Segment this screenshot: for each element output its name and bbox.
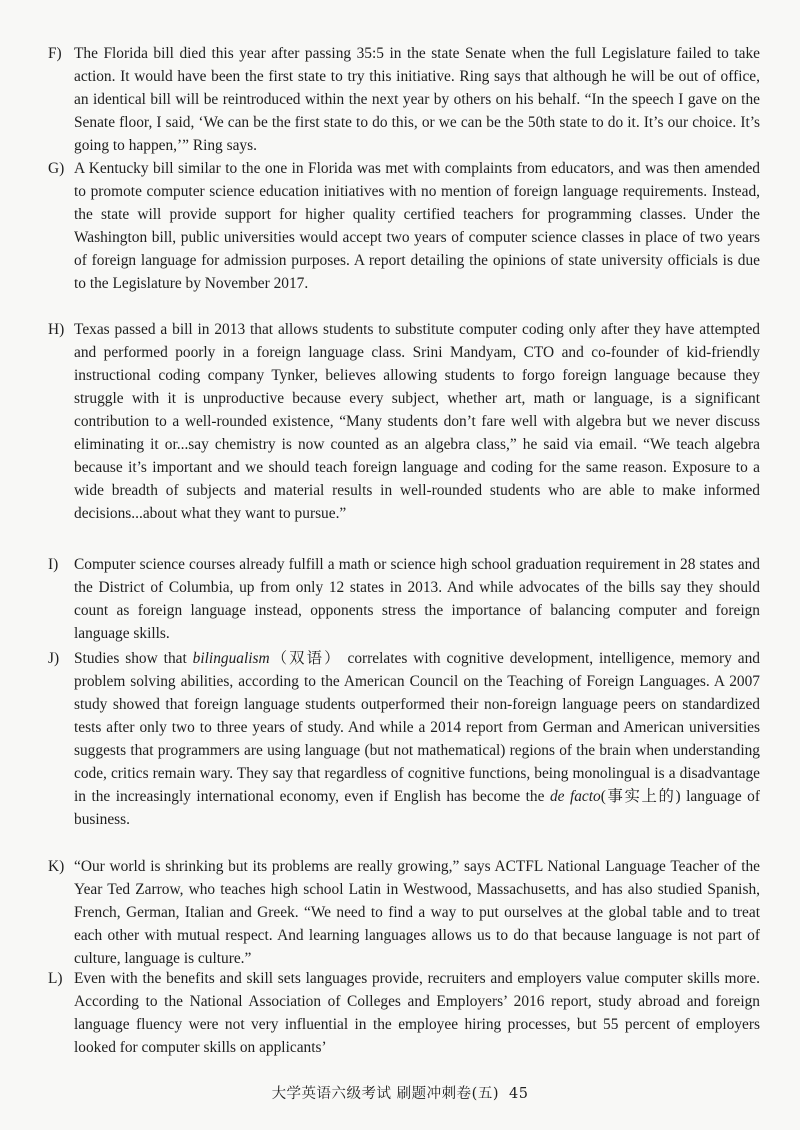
paragraph-text: The Florida bill died this year after passing 35:5 in the state Senate when the full Legislature failed to take action. It would have been the first state to try this initiative. Ring says that although he will be out of office, an identical bill will be reintroduced within the next year by others on his behalf. “In the speech I gave on the Senate floor, I said, ‘We can be the first state to do this, or we can be the 50th state to do it. It’s our choice. It’s going to happen,’” Ring says. <box>74 45 760 154</box>
paragraph-g <box>48 157 760 295</box>
paragraph-label: G) <box>48 160 65 177</box>
paragraph-label: L) <box>48 970 63 987</box>
paragraph-h <box>48 318 760 525</box>
paragraph-k <box>48 855 760 970</box>
paragraph-text <box>74 647 760 831</box>
page-footer <box>0 1082 800 1103</box>
paragraph-l <box>48 967 760 1059</box>
paragraph-label: I) <box>48 556 59 573</box>
footer-title: 大学英语六级考试 刷题冲刺卷(五) <box>271 1086 499 1102</box>
paragraph-text-segment: Studies show that <box>74 650 193 667</box>
paragraph-text: Even with the benefits and skill sets languages provide, recruiters and employers value computer skills more. According to the National Association of Colleges and Employers’ 2016 report, study abroad and foreign language fluency were not very influential in the employee hiring processes, but 55 percent of employers looked for computer skills on applicants’ <box>74 970 760 1056</box>
paragraph-label: H) <box>48 321 65 338</box>
paragraph-label: J) <box>48 650 60 667</box>
paragraph-text: Computer science courses already fulfill a math or science high school graduation requirement in 28 states and the District of Columbia, up from only 12 states in 2013. And while advocates of the bills say they should count as foreign language instead, opponents stress the importance of balancing computer and foreign language skills. <box>74 556 760 642</box>
paragraph-i <box>48 553 760 645</box>
paragraph-j <box>48 647 760 831</box>
paragraph-label: K) <box>48 858 65 875</box>
italic-term: bilingualism <box>192 650 270 667</box>
italic-term: de facto <box>549 788 601 805</box>
paragraph-text: A Kentucky bill similar to the one in Florida was met with complaints from educators, and was then amended to promote computer science education initiatives with no mention of foreign language requirements. Instead, the state will provide support for higher quality certified teachers for programming classes. Under the Washington bill, public universities would accept two years of computer science classes in place of two years of foreign language for admission purposes. A report detailing the opinions of state university officials is due to the Legislature by November 2017. <box>74 160 760 292</box>
paragraph-text: Texas passed a bill in 2013 that allows students to substitute computer coding only after they have attempted and performed poorly in a foreign language class. Srini Mandyam, CTO and co-founder of kid-friendly instructional coding company Tynker, believes allowing students to forgo foreign language because they struggle with it is unproductive because every subject, whether art, math or language, is a significant contribution to a well-rounded existence, “Many students don’t fare well with algebra but we never discuss eliminating it or...say chemistry is now counted as an algebra class,” he said via email. “We teach algebra because it’s important and we should teach foreign language and coding for the same reason. Exposure to a wide breadth of subjects and material results in well-rounded students who are able to make informed decisions...about what they want to pursue.” <box>74 321 760 522</box>
paragraph-text: “Our world is shrinking but its problems are really growing,” says ACTFL National Language Teacher of the Year Ted Zarrow, who teaches high school Latin in Westwood, Massachusetts, and has also studied Spanish, French, German, Italian and Greek. “We need to find a way to put ourselves at the global table and to treat each other with mutual respect. And learning languages allows us to do that because language is not part of culture, language is culture.” <box>74 858 760 967</box>
paragraph-text-segment: （双语） correlates with cognitive development, intelligence, memory and problem solving abilities, according to the American Council on the Teaching of Foreign Languages. A 2007 study showed that foreign language students outperformed their non-foreign language peers on standardized tests after only two to three years of study. And while a 2014 report from German and American universities suggests that programmers are using language (but not mathematical) regions of the brain when understanding code, critics remain wary. They say that regardless of cognitive functions, being monolingual is a disadvantage in the increasingly international economy, even if English has become the <box>74 650 760 805</box>
paragraph-text-segment: (事实上的) language of business. <box>74 788 760 828</box>
paragraph-label: F) <box>48 45 62 62</box>
page-number: 45 <box>508 1086 529 1102</box>
paragraph-f <box>48 42 760 157</box>
